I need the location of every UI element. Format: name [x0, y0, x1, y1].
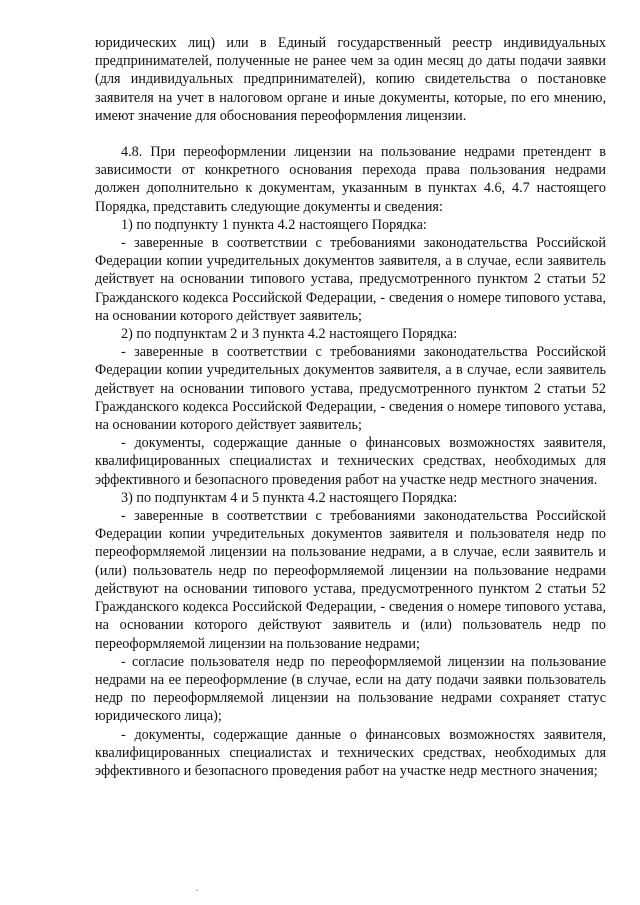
paragraph-continuation: юридических лиц) или в Единый государственный реестр индивидуальных предпринимателей, полученные не ранее чем за один месяц до даты подачи заявки (для индивидуальных предпринимателей), копию свидетельства о постановке заявителя на учет в налоговом органе и иные документы, которые, по его мнению, имеют значение для обоснования переоформления лицензии. — [95, 35, 606, 124]
subitem-1-heading: 1) по подпункту 1 пункта 4.2 настоящего Порядка: — [121, 216, 427, 233]
subitem-3-bullet-1: - заверенные в соответствии с требованиями законодательства Российской Федерации копии учредительных документов заявителя и пользователя недр по переоформляемой лицензии на пользование недрами, а в случае, если заявитель и (или) пользователь недр по переоформляемой лицензии на пользование недрами действуют на основании типового устава, предусмотренного пунктом 2 статьи 52 Гражданского кодекса Российской Федерации, - сведения о номере типового устава, на основании которого действуют заявитель и (или) пользователь недр по переоформляемой лицензии на пользование недрами; — [95, 508, 606, 652]
subitem-2-bullet-2: - документы, содержащие данные о финансовых возможностях заявителя, квалифицированных специалистах и технических средствах, необходимых для эффективного и безопасного проведения работ на участке недр местного значения. — [95, 435, 606, 488]
subitem-3-bullet-2: - согласие пользователя недр по переоформляемой лицензии на пользование недрами на ее переоформление (в случае, если на дату подачи заявки пользователь недр по переоформляемой лицензии на пользование недрами сохраняет статус юридического лица); — [95, 653, 606, 725]
subitem-3-bullet-3: - документы, содержащие данные о финансовых возможностях заявителя, квалифицированных специалистах и технических средствах, необходимых для эффективного и безопасного проведения работ на участке недр местного значения; — [95, 726, 606, 779]
subitem-3-heading: 3) по подпунктам 4 и 5 пункта 4.2 настоящего Порядка: — [121, 489, 458, 506]
document-page — [95, 34, 606, 780]
paragraph-section-4-8: 4.8. При переоформлении лицензии на пользование недрами претендент в зависимости от конкретного основания перехода права пользования недрами должен дополнительно к документам, указанным в пунктах 4.6, 4.7 настоящего Порядка, представить следующие документы и сведения: — [95, 144, 606, 215]
subitem-2-heading: 2) по подпунктам 2 и 3 пункта 4.2 настоящего Порядка: — [121, 326, 458, 343]
subitem-1-bullet-1: - заверенные в соответствии с требованиями законодательства Российской Федерации копии учредительных документов заявителя, а в случае, если заявитель действует на основании типового устава, предусмотренного пунктом 2 статьи 52 Гражданского кодекса Российской Федерации, - сведения о номере типового устава, на основании которого действует заявитель; — [95, 235, 606, 324]
scan-artifact — [196, 889, 198, 891]
subitem-2-bullet-1: - заверенные в соответствии с требованиями законодательства Российской Федерации копии учредительных документов заявителя, а в случае, если заявитель действует на основании типового устава, предусмотренного пунктом 2 статьи 52 Гражданского кодекса Российской Федерации, - сведения о номере типового устава, на основании которого действует заявитель; — [95, 344, 606, 434]
